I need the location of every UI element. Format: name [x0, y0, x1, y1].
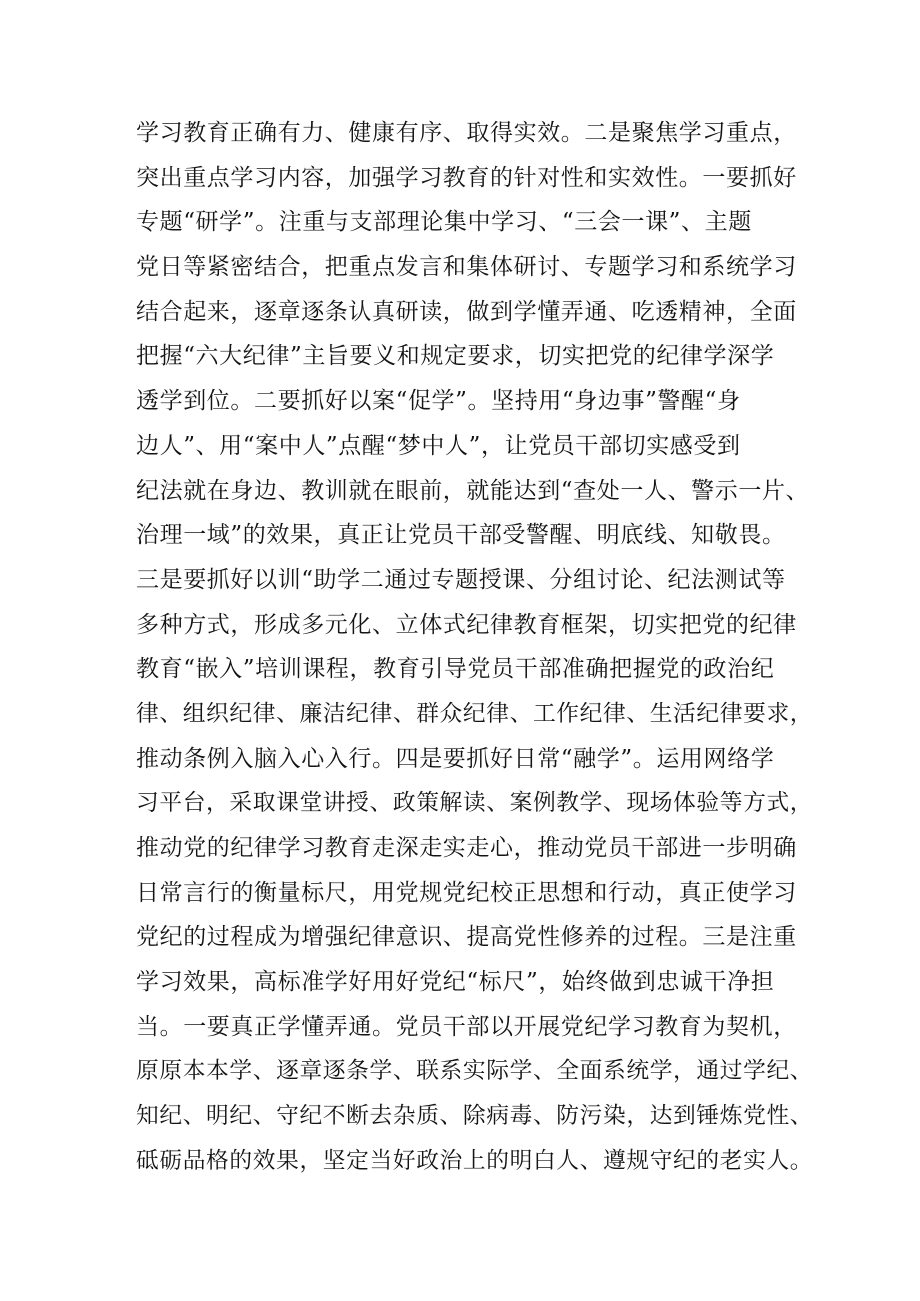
text-line: 结合起来，逐章逐条认真研读，做到学懂弄通、吃透精神，全面 [136, 298, 797, 325]
text-line: 原原本本学、逐章逐条学、联系实际学、全面系统学，通过学纪、 [136, 1058, 814, 1085]
text-line: 治理一域”的效果，真正让党员干部受警醒、明底线、知敬畏。 [136, 522, 786, 549]
text-line: 党日等紧密结合，把重点发言和集体研讨、专题学习和系统学习 [136, 254, 797, 281]
text-line: 把握“六大纪律”主旨要义和规定要求，切实把党的纪律学深学 [136, 343, 775, 370]
text-line: 专题“研学”。注重与支部理论集中学习、“三会一课”、主题 [136, 209, 752, 236]
text-line: 边人”、用“案中人”点醒“梦中人”，让党员干部切实感受到 [136, 432, 741, 459]
text-line: 律、组织纪律、廉洁纪律、群众纪律、工作纪律、生活纪律要求， [136, 700, 814, 727]
text-line: 习平台，采取课堂讲授、政策解读、案例教学、现场体验等方式， [136, 790, 814, 817]
text-line: 砥砺品格的效果，坚定当好政治上的明白人、遵规守纪的老实人。 [136, 1147, 814, 1174]
text-line: 学习效果，高标准学好用好党纪“标尺”，始终做到忠诚干净担 [136, 969, 775, 996]
text-line: 推动条例入脑入心入行。四是要抓好日常“融学”。运用网络学 [136, 745, 775, 772]
text-line: 推动党的纪律学习教育走深走实走心，推动党员干部进一步明确 [136, 835, 797, 861]
text-line: 透学到位。二要抓好以案“促学”。坚持用“身边事”警醒“身 [136, 388, 741, 415]
text-line: 纪法就在身边、教训就在眼前，就能达到“查处一人、警示一片、 [136, 477, 810, 504]
text-line: 学习教育正确有力、健康有序、取得实效。二是聚焦学习重点， [136, 120, 797, 146]
text-line: 当。一要真正学懂弄通。党员干部以开展党纪学习教育为契机， [136, 1013, 797, 1040]
text-line: 多种方式，形成多元化、立体式纪律教育框架，切实把党的纪律 [136, 611, 797, 638]
text-line: 教育“嵌入”培训课程，教育引导党员干部准确把握党的政治纪 [136, 656, 775, 683]
body-paragraph [136, 111, 816, 1184]
text-line: 知纪、明纪、守纪不断去杂质、除病毒、防污染，达到锤炼党性、 [136, 1103, 814, 1130]
text-line: 党纪的过程成为增强纪律意识、提高党性修养的过程。三是注重 [136, 924, 797, 951]
text-line: 三是要抓好以训“助学二通过专题授课、分组讨论、纪法测试等 [136, 566, 786, 593]
text-line: 日常言行的衡量标尺，用党规党纪校正思想和行动，真正使学习 [136, 879, 797, 906]
text-line: 突出重点学习内容，加强学习教育的针对性和实效性。一要抓好 [136, 164, 797, 191]
